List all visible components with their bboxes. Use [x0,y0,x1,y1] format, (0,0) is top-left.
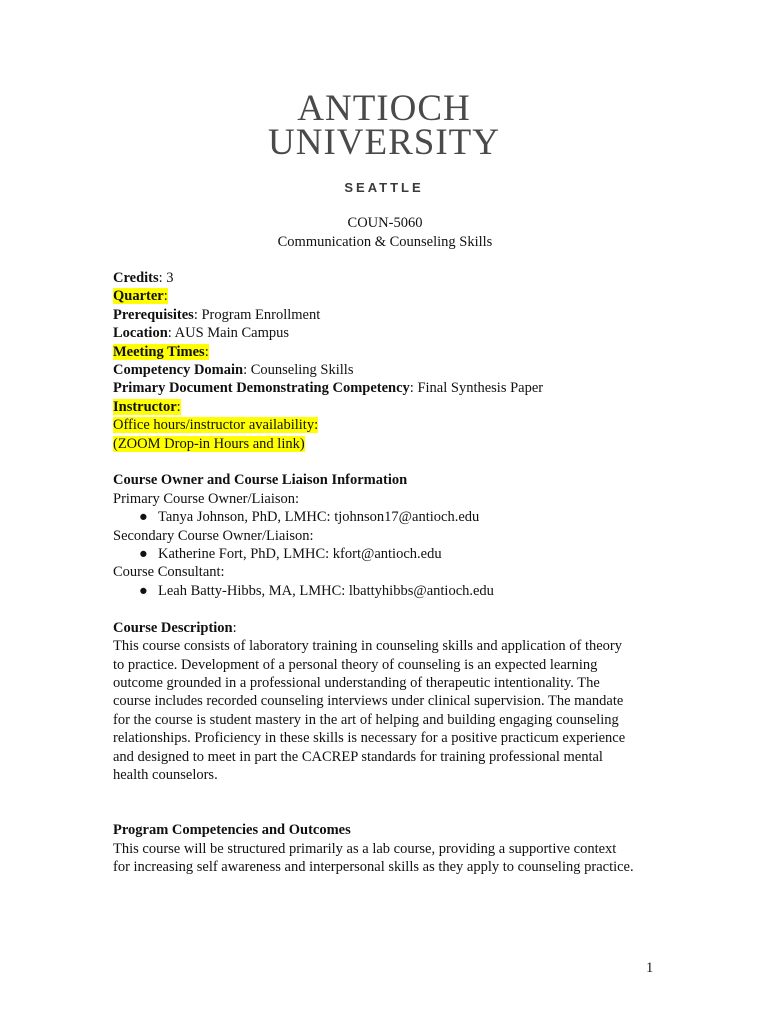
logo-university: UNIVERSITY [268,122,500,163]
credits-row [113,269,673,287]
page-number: 1 [646,960,654,976]
domain-value: : Counseling Skills [243,362,354,379]
description-line: for the course is student mastery in the art of helping and building engaging counseling [113,711,619,728]
instructor-row [113,398,673,416]
primary-owner-list [113,508,673,526]
quarter-label: Quarter [113,288,164,305]
bullet-icon: ● [139,546,148,563]
description-heading: Course Description: [113,619,237,636]
list-item [113,545,673,563]
primary-doc-row [113,379,673,397]
zoom-text: (ZOOM Drop-in Hours and link) [113,435,305,452]
consultant-label: Course Consultant: [113,564,225,581]
description-line: outcome grounded in a professional understanding of therapeutic intentionality. The [113,674,600,691]
prereq-value: : Program Enrollment [193,306,321,323]
consultant-list [113,582,673,600]
description-line: to practice. Development of a personal theory of counseling is an expected learning [113,656,598,673]
office-hours-text: Office hours/instructor availability: [113,417,319,434]
secondary-owner-person: Katherine Fort, PhD, LMHC: kfort@antioch.edu [158,546,442,563]
credits-label: Credits [113,270,159,286]
logo-campus: SEATTLE [344,180,424,195]
primary-doc-label: Primary Document Demonstrating Competency [113,380,410,397]
description-line: course includes recorded counseling interviews under clinical supervision. The mandate [113,693,624,710]
meeting-row [113,343,673,361]
course-header [0,214,770,252]
competencies-heading: Program Competencies and Outcomes [113,822,351,839]
primary-owner-person: Tanya Johnson, PhD, LMHC: tjohnson17@antioch.edu [158,509,480,526]
secondary-owner-label: Secondary Course Owner/Liaison: [113,527,314,544]
domain-label: Competency Domain [113,362,244,379]
prereq-label: Prerequisites [113,306,194,323]
university-logo [262,88,506,195]
competencies-line: This course will be structured primarily as a lab course, providing a supportive context [113,840,617,857]
quarter-value: : [163,288,168,305]
competencies-line: for increasing self awareness and interpersonal skills as they apply to counseling practice. [113,858,634,875]
list-item [113,508,673,526]
instructor-value: : [176,398,181,415]
meeting-value: : [204,343,209,360]
zoom-row [113,435,673,453]
course-title: Communication & Counseling Skills [277,234,493,250]
bullet-icon: ● [139,582,148,599]
location-label: Location [113,325,168,342]
bullet-icon: ● [139,509,148,526]
location-value: : AUS Main Campus [167,325,290,342]
owners-heading: Course Owner and Course Liaison Information [113,472,408,489]
primary-doc-value: : Final Synthesis Paper [409,380,544,397]
prereq-row [113,306,673,324]
location-row [113,324,673,342]
description-line: health counselors. [113,766,218,783]
logo-antioch: ANTIOCH [297,88,471,129]
description-line: and designed to meet in part the CACREP standards for training professional mental [113,748,603,765]
primary-owner-label: Primary Course Owner/Liaison: [113,490,300,507]
office-hours-row [113,416,673,434]
quarter-row [113,287,673,305]
description-line: relationships. Proficiency in these skills is necessary for a positive practicum experience [113,730,626,747]
course-code: COUN-5060 [347,215,423,231]
credits-value: : 3 [158,270,174,286]
consultant-person: Leah Batty-Hibbs, MA, LMHC: lbattyhibbs@antioch.edu [158,582,494,599]
instructor-label: Instructor [113,398,177,415]
description-line: This course consists of laboratory training in counseling skills and application of theory [113,638,623,655]
meeting-label: Meeting Times [113,343,205,360]
syllabus-body [113,269,673,876]
domain-row [113,361,673,379]
list-item [113,582,673,600]
secondary-owner-list [113,545,673,563]
